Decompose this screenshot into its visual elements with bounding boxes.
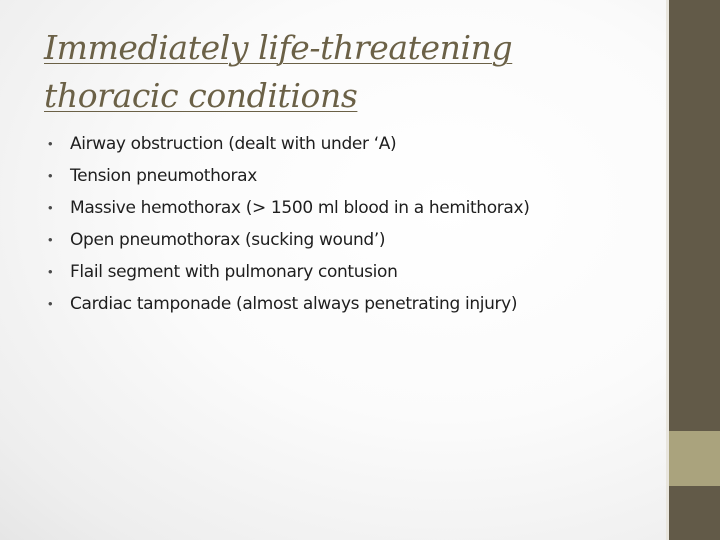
bullet-list (48, 128, 658, 320)
bullet-text: Flail segment with pulmonary contusion (70, 262, 398, 282)
slide-title-line-1: Immediately life-threatening (44, 28, 513, 67)
bullet-text: Airway obstruction (dealt with under ‘A) (70, 134, 397, 154)
bullet-text: Open pneumothorax (sucking wound’) (70, 230, 386, 250)
side-bar-lower (669, 486, 720, 540)
bullet-text: Cardiac tamponade (almost always penetrating injury) (70, 294, 518, 314)
side-bar-accent (669, 431, 720, 486)
bullet-dot-icon: • (48, 264, 53, 279)
bullet-dot-icon: • (48, 168, 53, 183)
bullet-text: Massive hemothorax (> 1500 ml blood in a hemithorax) (70, 198, 530, 218)
bullet-item (48, 256, 658, 288)
bullet-text: Tension pneumothorax (70, 166, 257, 186)
bullet-item (48, 160, 658, 192)
bullet-dot-icon: • (48, 296, 53, 311)
bullet-item (48, 128, 658, 160)
bullet-dot-icon: • (48, 136, 53, 151)
bullet-item (48, 224, 658, 256)
slide-title-line-2: thoracic conditions (44, 76, 358, 115)
bullet-dot-icon: • (48, 232, 53, 247)
bullet-item (48, 192, 658, 224)
side-bar-upper (669, 0, 720, 431)
bullet-dot-icon: • (48, 200, 53, 215)
bullet-item (48, 288, 658, 320)
slide-title (44, 24, 644, 120)
